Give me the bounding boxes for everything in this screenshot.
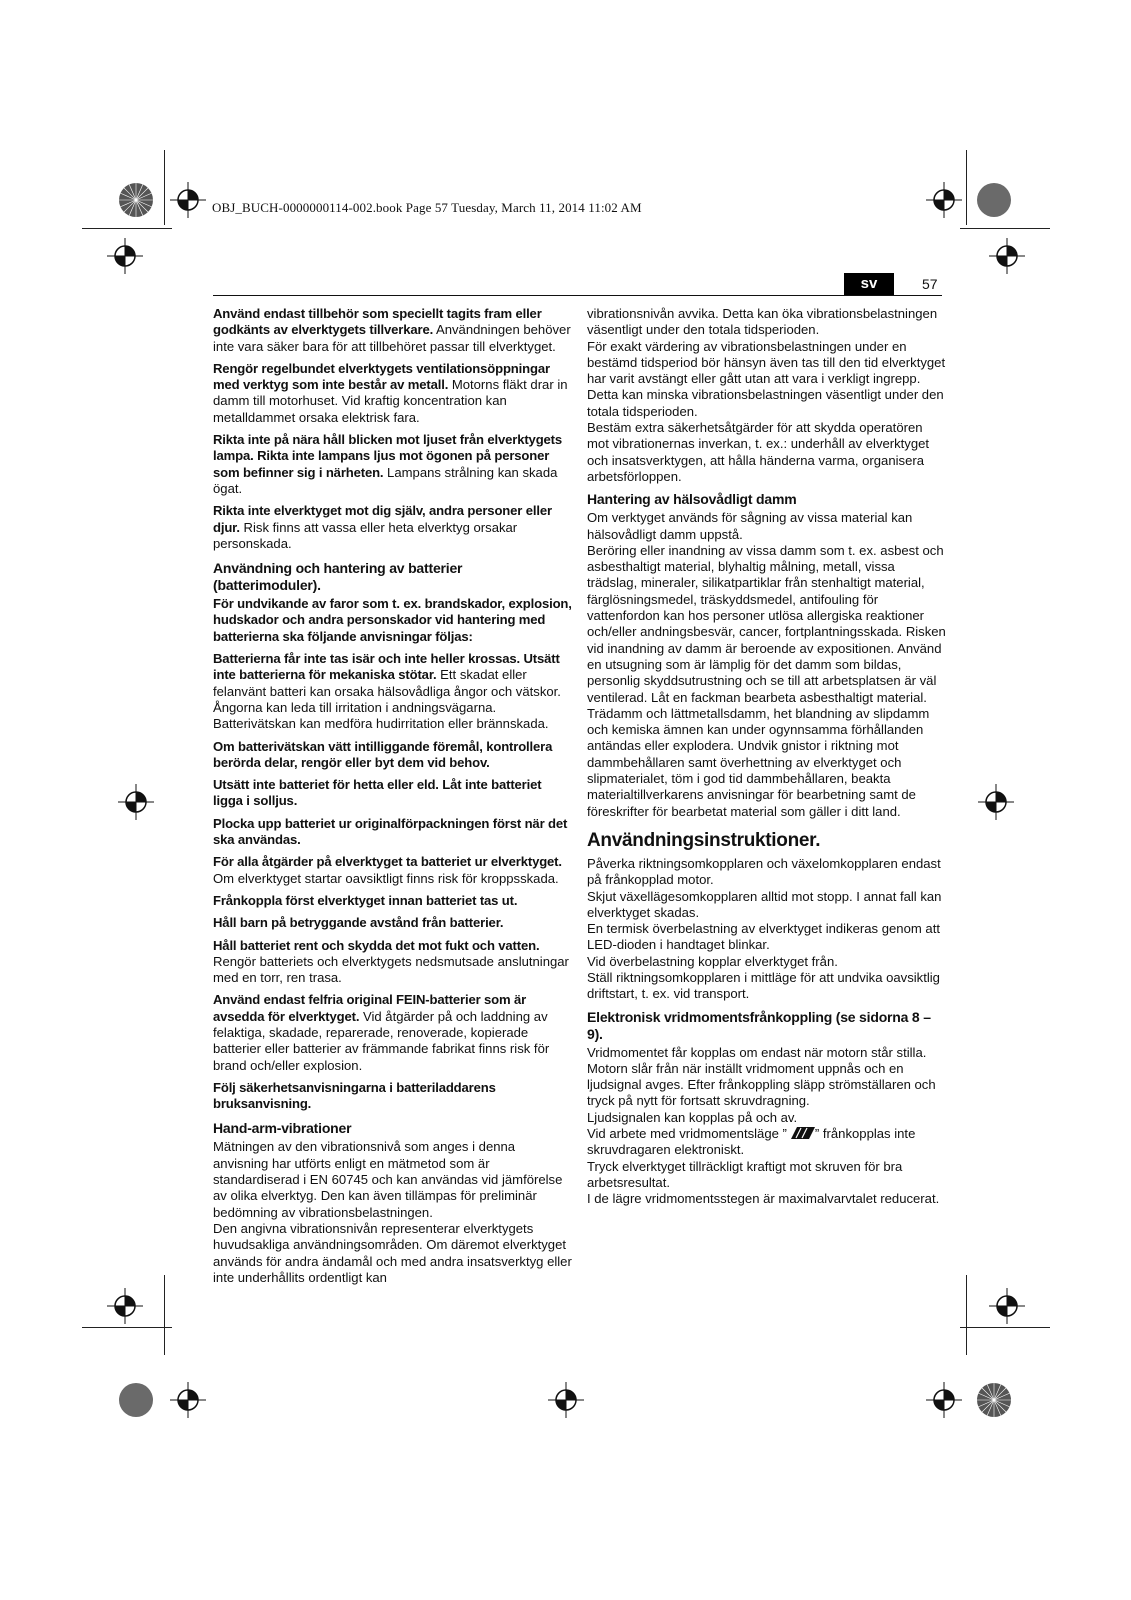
paragraph: För exakt värdering av vibrationsbelastningen under en bestämd tidsperiod bör hänsyn även tas till den tid elverktyget har varit avstängt eller gått utan att vara i verkligt ingrepp. Detta kan minska vibrationsbelastningen väsentligt under den totala tidsperioden.: [587, 338, 946, 419]
crop-mark: [164, 150, 165, 225]
body-text: Användningen behöver inte vara säker bara för att tillbehöret passar till elverktyget.: [213, 322, 571, 354]
left-column: [213, 306, 573, 1292]
paragraph: [213, 361, 573, 426]
section-heading-battery: Användning och hantering av batterier (batterimoduler).: [213, 560, 463, 594]
registration-crosshair-icon: [548, 1382, 584, 1418]
paragraph: Motorn slår från när inställt vridmoment uppnås och en ljudsignal avges. Efter frånkoppling släpp strömställaren och tryck på nytt för fortsatt skruvdragning.: [587, 1060, 936, 1109]
registration-star-icon: [118, 182, 154, 218]
registration-crosshair-icon: [926, 182, 962, 218]
book-info-line: OBJ_BUCH-0000000114-002.book Page 57 Tuesday, March 11, 2014 11:02 AM: [212, 200, 642, 215]
bold-text: För alla åtgärder på elverktyget ta batteriet ur elverktyget.: [213, 854, 562, 870]
bold-text: Använd endast felfria original FEIN-batterier som är avsedda för elverktyget.: [213, 992, 527, 1024]
bold-text: Använd endast tillbehör som speciellt tagits fram eller godkänts av elverktygets tillverkare.: [213, 306, 542, 338]
bold-text: Batterierna får inte tas isär och inte heller krossas. Utsätt inte batterierna för mekaniska stötar.: [213, 651, 560, 683]
section-heading-vibration: Hand-arm-vibrationer: [213, 1120, 352, 1137]
crop-mark: [82, 228, 172, 229]
bold-text: Om batterivätskan vätt intilliggande föremål, kontrollera berörda delar, rengör eller byt dem vid behov.: [213, 738, 553, 770]
paragraph: [213, 432, 573, 497]
language-badge: sv: [844, 273, 894, 295]
registration-crosshair-icon: [170, 1382, 206, 1418]
body-text: Risk finns att vassa eller heta elverktyg orsakar personskada.: [213, 519, 518, 551]
bold-text: Rikta inte elverktyget mot dig själv, andra personer eller djur.: [213, 503, 552, 535]
paragraph: [587, 1126, 947, 1159]
bold-text: Rikta inte på nära håll blicken mot ljuset från elverktygets lampa. Rikta inte lampans ljus mot ögonen på personer som befinner sig i närheten.: [213, 432, 563, 480]
paragraph: [213, 739, 573, 772]
paragraph: Skjut växellägesomkopplaren alltid mot stopp. I annat fall kan elverktyget skadas.: [587, 888, 942, 920]
header-divider: [213, 295, 942, 296]
body-text: Rengör batteriets och elverktygets nedsmutsade anslutningar med en torr, ren trasa.: [213, 953, 569, 986]
bold-text: Frånkoppla först elverktyget innan batteriet tas ut.: [213, 892, 518, 908]
body-text: Vid åtgärder på och laddning av felaktiga, skadade, reparerade, renoverade, kopierade batterier eller batterier av främmande fabrikat finns risk för brand och/eller explosion.: [213, 1008, 550, 1073]
body-text: Om elverktyget startar oavsiktligt finns risk för kroppsskada.: [213, 870, 559, 886]
bold-text: Följ säkerhetsanvisningarna i batteriladdarens bruksanvisning.: [213, 1079, 496, 1112]
crop-mark: [960, 228, 1050, 229]
registration-crosshair-icon: [107, 1288, 143, 1324]
paragraph: Påverka riktningsomkopplaren och växelomkopplaren endast på frånkopplad motor.: [587, 855, 941, 888]
paragraph: Den angivna vibrationsnivån representerar elverktygets huvudsakliga användningsområden. Om däremot elverktyget används för andra ändamål och med andra insatsverktyg eller inte underhållits ordentligt kan: [213, 1220, 572, 1285]
paragraph: Vid överbelastning kopplar elverktyget från.: [587, 953, 838, 969]
paragraph: En termisk överbelastning av elverktyget indikeras genom att LED-dioden i handtaget blinkar.: [587, 921, 940, 953]
body-text: ” frånkopplas inte skruvdragaren elektroniskt.: [587, 1126, 916, 1158]
bold-text: Plocka upp batteriet ur originalförpackningen först när det ska användas.: [213, 815, 568, 848]
registration-crosshair-icon: [107, 238, 143, 274]
paragraph: [213, 596, 573, 645]
drill-mode-icon: [787, 1127, 815, 1139]
paragraph: [213, 777, 573, 810]
section-heading-instructions: Användningsinstruktioner.: [587, 829, 821, 851]
crop-mark: [164, 1275, 165, 1355]
paragraph: [213, 938, 573, 987]
paragraph: [213, 915, 573, 931]
body-text: Lampans strålning kan skada ögat.: [213, 464, 558, 496]
registration-crosshair-icon: [989, 238, 1025, 274]
page-number: 57: [922, 276, 938, 292]
paragraph: [213, 503, 573, 552]
section-heading-dust: Hantering av hälsovådligt damm: [587, 491, 797, 508]
paragraph: [213, 992, 573, 1073]
registration-crosshair-icon: [170, 182, 206, 218]
paragraph: Ställ riktningsomkopplaren i mittläge för att undvika oavsiktlig driftstart, t. ex. vid transport.: [587, 969, 940, 1002]
crop-mark: [960, 1327, 1050, 1328]
paragraph: [213, 306, 573, 355]
paragraph: Trädamm och lättmetallsdamm, het blandning av slipdamm och kemiska ämnen kan under ogynnsamma förhållanden antändas eller explodera. Undvik gnistor i riktning mot dammbehållaren samt överhettning av elverktyget och slipmaterialet, töm i god tid dammbehållaren, beakta materialtillverkarens anvisningar för bearbetning samt de föreskrifter för bearbetat material som gäller i ditt land.: [587, 705, 930, 819]
paragraph: Tryck elverktyget tillräckligt kraftigt mot skruven för bra arbetsresultat.: [587, 1158, 903, 1190]
body-text: Vid arbete med vridmomentsläge ”: [587, 1126, 787, 1142]
registration-crosshair-icon: [926, 1382, 962, 1418]
registration-gray-circle-icon: [118, 1382, 154, 1418]
paragraph: [213, 893, 573, 909]
crop-mark: [82, 1327, 172, 1328]
bold-text: Utsätt inte batteriet för hetta eller eld. Låt inte batteriet ligga i solljus.: [213, 777, 542, 809]
registration-star-icon: [976, 1382, 1012, 1418]
right-column: [587, 306, 947, 1214]
paragraph: Bestäm extra säkerhetsåtgärder för att skydda operatören mot vibrationernas inverkan, t. ex.: underhåll av elverktyget och insatsverktygen, att hålla händerna varma, organisera arbetsförloppen.: [587, 420, 930, 484]
registration-crosshair-icon: [118, 784, 154, 820]
paragraph: I de lägre vridmomentsstegen är maximalvarvtalet reducerat.: [587, 1191, 940, 1207]
paragraph: [213, 816, 573, 849]
bold-text: Håll batteriet rent och skydda det mot fukt och vatten.: [213, 937, 540, 953]
registration-gray-circle-icon: [976, 182, 1012, 218]
bold-text: För undvikande av faror som t. ex. brandskador, explosion, hudskador och andra personskador vid hantering med batterierna ska följande anvisningar följas:: [213, 596, 572, 644]
paragraph: [213, 651, 573, 732]
registration-crosshair-icon: [989, 1288, 1025, 1324]
paragraph: [213, 1080, 573, 1113]
crop-mark: [966, 1275, 967, 1355]
paragraph: Om verktyget används för sågning av vissa material kan hälsovådligt damm uppstå.: [587, 510, 913, 542]
body-text: Motorns fläkt drar in damm till motorhuset. Vid kraftig koncentration kan metalldammet orsaka elektrisk fara.: [213, 377, 568, 425]
crop-mark: [966, 150, 967, 225]
paragraph: Mätningen av den vibrationsnivå som anges i denna anvisning har utförts enligt en mätmetod som är standardiserad i EN 60745 och kan användas vid jämförelse av olika elverktyg. Den kan även tillämpas för preliminär bedömning av vibrationsbelastningen.: [213, 1139, 563, 1220]
paragraph: [213, 854, 573, 887]
paragraph: Vridmomentet får kopplas om endast när motorn står stilla.: [587, 1044, 927, 1060]
section-heading-torque: Elektronisk vridmomentsfrånkoppling (se sidorna 8 – 9).: [587, 1008, 931, 1042]
paragraph: vibrationsnivån avvika. Detta kan öka vibrationsbelastningen väsentligt under den totala tidsperioden.: [587, 306, 938, 338]
registration-crosshair-icon: [978, 784, 1014, 820]
bold-text: Håll barn på betryggande avstånd från batterier.: [213, 915, 504, 931]
paragraph: Ljudsignalen kan kopplas på och av.: [587, 1109, 798, 1125]
bold-text: Rengör regelbundet elverktygets ventilationsöppningar med verktyg som inte består av metall.: [213, 360, 550, 393]
body-text: Ett skadat eller felanvänt batteri kan orsaka hälsovådliga ångor och vätskor. Ångorna kan leda till irritation i andningsvägarna. Batterivätskan kan medföra hudirritation eller brännskada.: [213, 667, 561, 732]
paragraph: Beröring eller inandning av vissa damm som t. ex. asbest och asbesthaltigt material, blyhaltig målning, metall, vissa trädslag, mineraler, silikatpartiklar från stenhaltigt material, färglösningsmedel, träskyddsmedel, antifouling för vattenfordon kan hos personer utlösa allergiska reaktioner och/eller andningsbesvär, cancer, fortplantningsskada. Risken vid inandning av damm är beroende av expositionen. Använd en utsugning som är lämplig för det damm som bildas, personlig skyddsutrustning och se till att arbetsplatsen är väl ventilerad. Låt en fackman bearbeta asbesthaltigt material.: [587, 542, 946, 705]
